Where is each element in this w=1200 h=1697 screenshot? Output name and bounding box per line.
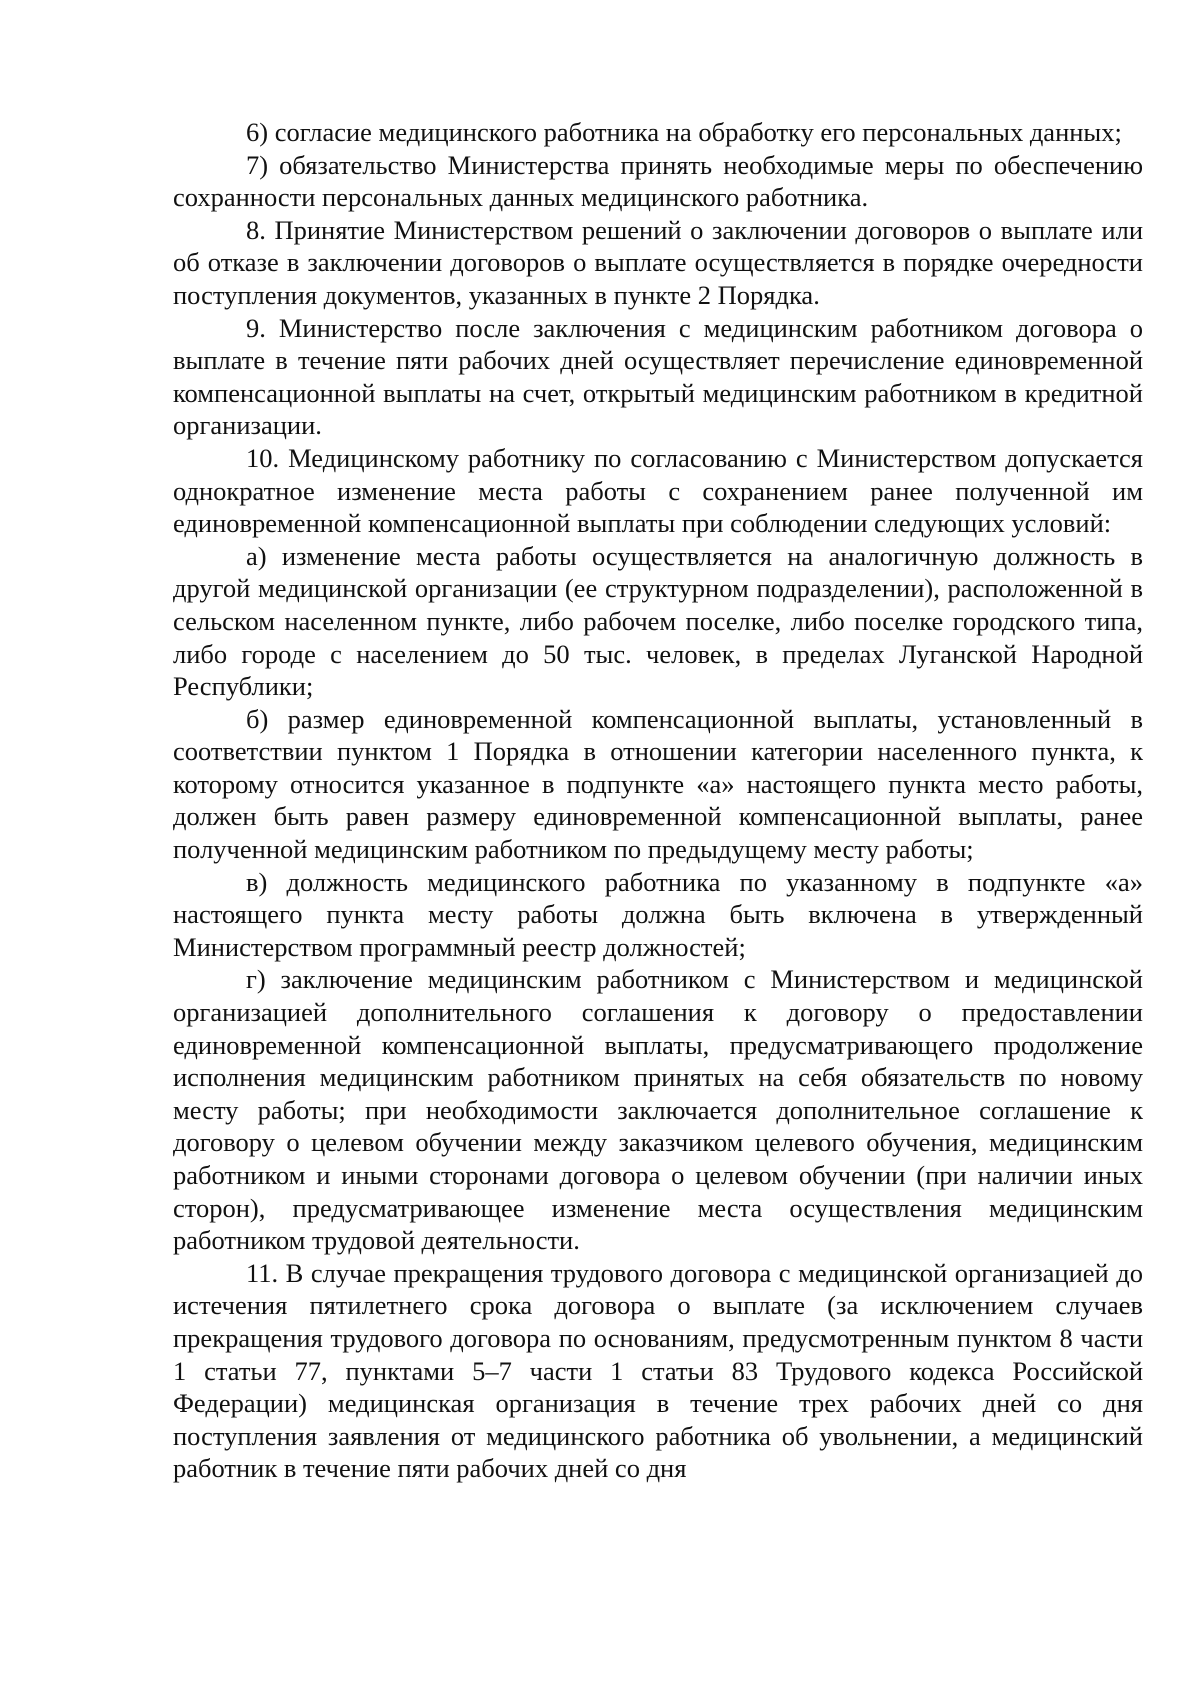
paragraph-10-b: б) размер единовременной компенсационной выплаты, установленный в соответствии пунктом 1 Порядка в отношении категории населенного пункта, к которому относится указанное в подпункте «а» настоящего пункта место работы, должен быть равен размеру единовременной компенсационной выплаты, ранее полученной медицинским работником по предыдущему месту работы; — [173, 703, 1143, 865]
paragraph-10-a: а) изменение места работы осуществляется на аналогичную должность в другой медицинской организации (ее структурном подразделении), расположенной в сельском населенном пункте, либо рабочем поселке, либо поселке городского типа, либо городе с населением до 50 тыс. человек, в пределах Луганской Народной Республики; — [173, 540, 1143, 702]
paragraph-10-v: в) должность медицинского работника по указанному в подпункте «а» настоящего пункта месту работы должна быть включена в утвержденный Министерством программный реестр должностей; — [173, 866, 1143, 962]
paragraph-6: 6) согласие медицинского работника на обработку его персональных данных; — [246, 117, 1122, 147]
paragraph-11: 11. В случае прекращения трудового договора с медицинской организацией до истечения пятилетнего срока договора о выплате (за исключением случаев прекращения трудового договора по основаниям, предусмотренным пунктом 8 части 1 статьи 77, пунктами 5–7 части 1 статьи 83 Трудового кодекса Российской Федерации) медицинская организация в течение трех рабочих дней со дня поступления заявления от медицинского работника об увольнении, а медицинский работник в течение пяти рабочих дней со дня — [173, 1257, 1143, 1484]
document-body — [173, 116, 1143, 1485]
paragraph-10: 10. Медицинскому работнику по согласованию с Министерством допускается однократное изменение места работы с сохранением ранее полученной им единовременной компенсационной выплаты при соблюдении следующих условий: — [173, 442, 1143, 539]
paragraph-7: 7) обязательство Министерства принять необходимые меры по обеспечению сохранности персональных данных медицинского работника. — [173, 149, 1143, 213]
paragraph-9: 9. Министерство после заключения с медицинским работником договора о выплате в течение пяти рабочих дней осуществляет перечисление единовременной компенсационной выплаты на счет, открытый медицинским работником в кредитной организации. — [173, 312, 1143, 441]
paragraph-10-g: г) заключение медицинским работником с Министерством и медицинской организацией дополнительного соглашения к договору о предоставлении единовременной компенсационной выплаты, предусматривающего продолжение исполнения медицинским работником принятых на себя обязательств по новому месту работы; при необходимости заключается дополнительное соглашение к договору о целевом обучении между заказчиком целевого обучения, медицинским работником и иными сторонами договора о целевом обучении (при наличии иных сторон), предусматривающее изменение места осуществления медицинским работником трудовой деятельности. — [173, 964, 1143, 1256]
paragraph-8: 8. Принятие Министерством решений о заключении договоров о выплате или об отказе в заключении договоров о выплате осуществляется в порядке очередности поступления документов, указанных в пункте 2 Порядка. — [173, 214, 1143, 310]
